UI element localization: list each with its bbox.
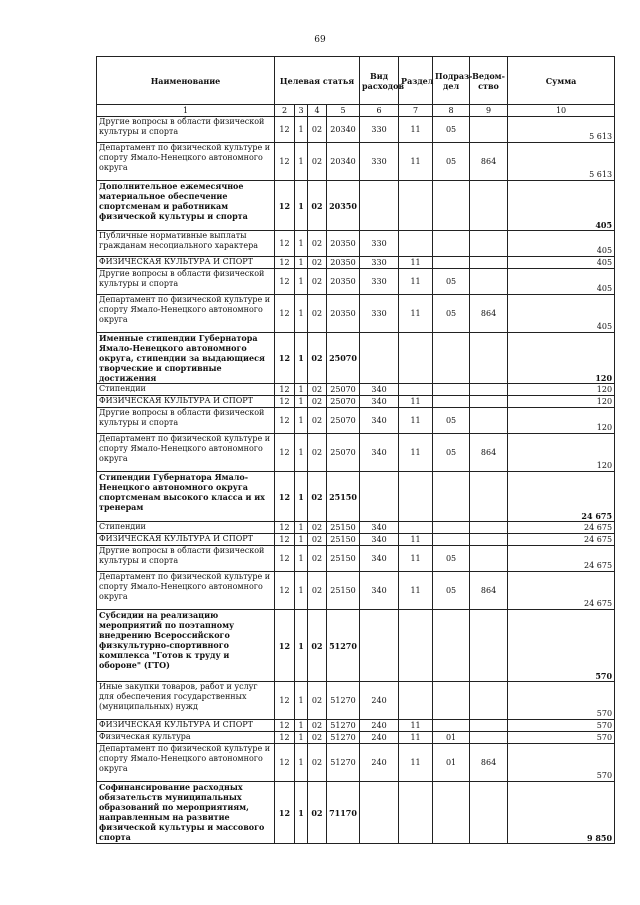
section-code: 11 [399, 117, 433, 143]
department-code [470, 782, 508, 844]
target-code-subprogram: 1 [295, 732, 308, 744]
table-row [97, 732, 615, 744]
column-number: 1 [97, 105, 275, 117]
target-code-main-event: 02 [308, 732, 327, 744]
expense-type [360, 181, 399, 231]
department-code [470, 408, 508, 434]
row-name: Физическая культура [97, 732, 275, 744]
column-number: 2 [275, 105, 295, 117]
department-code [470, 333, 508, 384]
header-department: Ведом-ство [470, 57, 508, 105]
table-row [97, 744, 615, 782]
header-expense-type: Вид расходов [360, 57, 399, 105]
target-code-direction: 25070 [327, 384, 360, 396]
row-name: Дополнительное ежемесячное материальное обеспечение спортсменам и работникам физической культуры и спорта [97, 181, 275, 231]
target-code-program: 12 [275, 522, 295, 534]
target-code-direction: 51270 [327, 744, 360, 782]
department-code [470, 522, 508, 534]
row-name: ФИЗИЧЕСКАЯ КУЛЬТУРА И СПОРТ [97, 534, 275, 546]
target-code-direction: 25150 [327, 572, 360, 610]
target-code-main-event: 02 [308, 572, 327, 610]
section-code: 11 [399, 744, 433, 782]
target-code-subprogram: 1 [295, 269, 308, 295]
target-code-program: 12 [275, 782, 295, 844]
table-row [97, 181, 615, 231]
expense-type [360, 782, 399, 844]
target-code-main-event: 02 [308, 231, 327, 257]
target-code-program: 12 [275, 408, 295, 434]
target-code-subprogram: 1 [295, 408, 308, 434]
subsection-code: 05 [433, 546, 470, 572]
expense-type: 340 [360, 546, 399, 572]
target-code-direction: 20350 [327, 269, 360, 295]
target-code-subprogram: 1 [295, 396, 308, 408]
target-code-direction: 20350 [327, 295, 360, 333]
target-code-subprogram: 1 [295, 546, 308, 572]
section-code [399, 782, 433, 844]
expense-type: 240 [360, 732, 399, 744]
target-code-program: 12 [275, 333, 295, 384]
target-code-main-event: 02 [308, 434, 327, 472]
row-name: Публичные нормативные выплаты гражданам несоциального характера [97, 231, 275, 257]
target-code-main-event: 02 [308, 384, 327, 396]
row-name: Другие вопросы в области физической культуры и спорта [97, 408, 275, 434]
target-code-direction: 25150 [327, 546, 360, 572]
target-code-direction: 51270 [327, 720, 360, 732]
section-code [399, 522, 433, 534]
department-code: 864 [470, 744, 508, 782]
header-target-article: Целевая статья [275, 57, 360, 105]
department-code [470, 472, 508, 522]
department-code [470, 396, 508, 408]
section-code [399, 231, 433, 257]
section-code [399, 472, 433, 522]
subsection-code [433, 231, 470, 257]
target-code-program: 12 [275, 396, 295, 408]
target-code-main-event: 02 [308, 522, 327, 534]
table-row [97, 231, 615, 257]
row-name: ФИЗИЧЕСКАЯ КУЛЬТУРА И СПОРТ [97, 257, 275, 269]
target-code-program: 12 [275, 117, 295, 143]
row-sum: 570 [508, 744, 615, 782]
subsection-code [433, 720, 470, 732]
row-sum: 405 [508, 295, 615, 333]
target-code-program: 12 [275, 231, 295, 257]
department-code [470, 720, 508, 732]
row-sum: 405 [508, 269, 615, 295]
target-code-program: 12 [275, 472, 295, 522]
row-sum: 405 [508, 231, 615, 257]
section-code: 11 [399, 534, 433, 546]
section-code: 11 [399, 408, 433, 434]
row-sum: 120 [508, 408, 615, 434]
department-code [470, 117, 508, 143]
target-code-program: 12 [275, 181, 295, 231]
target-code-direction: 25150 [327, 472, 360, 522]
row-sum: 24 675 [508, 572, 615, 610]
subsection-code: 05 [433, 295, 470, 333]
department-code [470, 682, 508, 720]
target-code-direction: 71170 [327, 782, 360, 844]
target-code-subprogram: 1 [295, 434, 308, 472]
table-header-row [97, 57, 615, 105]
row-name: Другие вопросы в области физической культуры и спорта [97, 269, 275, 295]
row-sum: 5 613 [508, 143, 615, 181]
table-row [97, 295, 615, 333]
target-code-program: 12 [275, 534, 295, 546]
subsection-code: 01 [433, 732, 470, 744]
target-code-subprogram: 1 [295, 231, 308, 257]
target-code-direction: 51270 [327, 682, 360, 720]
target-code-subprogram: 1 [295, 682, 308, 720]
row-sum: 120 [508, 333, 615, 384]
target-code-main-event: 02 [308, 744, 327, 782]
row-name: Стипендии [97, 384, 275, 396]
table-row [97, 782, 615, 844]
row-sum: 24 675 [508, 472, 615, 522]
expense-type: 340 [360, 396, 399, 408]
expense-type: 240 [360, 720, 399, 732]
target-code-main-event: 02 [308, 143, 327, 181]
department-code [470, 534, 508, 546]
row-name: Департамент по физической культуре и спорту Ямало-Ненецкого автономного округа [97, 434, 275, 472]
target-code-main-event: 02 [308, 472, 327, 522]
target-code-main-event: 02 [308, 295, 327, 333]
column-number: 10 [508, 105, 615, 117]
target-code-program: 12 [275, 610, 295, 682]
row-sum: 9 850 [508, 782, 615, 844]
row-name: Стипендии [97, 522, 275, 534]
header-section: Раздел [399, 57, 433, 105]
subsection-code [433, 534, 470, 546]
row-sum: 570 [508, 720, 615, 732]
target-code-subprogram: 1 [295, 534, 308, 546]
table-row [97, 396, 615, 408]
target-code-main-event: 02 [308, 610, 327, 682]
expense-type: 330 [360, 143, 399, 181]
target-code-direction: 25070 [327, 396, 360, 408]
department-code: 864 [470, 434, 508, 472]
subsection-code: 05 [433, 434, 470, 472]
target-code-program: 12 [275, 720, 295, 732]
subsection-code: 01 [433, 744, 470, 782]
page-number: 69 [314, 35, 326, 45]
department-code [470, 546, 508, 572]
expense-type: 340 [360, 522, 399, 534]
expense-type [360, 472, 399, 522]
target-code-subprogram: 1 [295, 257, 308, 269]
target-code-direction: 20340 [327, 117, 360, 143]
department-code [470, 257, 508, 269]
subsection-code: 05 [433, 408, 470, 434]
subsection-code [433, 782, 470, 844]
expense-type: 340 [360, 534, 399, 546]
target-code-program: 12 [275, 732, 295, 744]
target-code-subprogram: 1 [295, 782, 308, 844]
target-code-direction: 25070 [327, 434, 360, 472]
row-sum: 570 [508, 610, 615, 682]
table-row [97, 257, 615, 269]
table-row [97, 682, 615, 720]
expense-type: 340 [360, 434, 399, 472]
row-sum: 24 675 [508, 522, 615, 534]
row-name: Иные закупки товаров, работ и услуг для обеспечения государственных (муниципальных) нужд [97, 682, 275, 720]
department-code: 864 [470, 572, 508, 610]
expense-type: 330 [360, 231, 399, 257]
section-code: 11 [399, 257, 433, 269]
header-name: Наименование [97, 57, 275, 105]
column-number: 9 [470, 105, 508, 117]
expense-type: 240 [360, 744, 399, 782]
target-code-program: 12 [275, 682, 295, 720]
section-code: 11 [399, 720, 433, 732]
section-code: 11 [399, 143, 433, 181]
table-row [97, 143, 615, 181]
subsection-code [433, 472, 470, 522]
budget-table [96, 56, 615, 844]
target-code-subprogram: 1 [295, 143, 308, 181]
target-code-direction: 25070 [327, 408, 360, 434]
subsection-code: 05 [433, 572, 470, 610]
target-code-main-event: 02 [308, 333, 327, 384]
department-code [470, 231, 508, 257]
row-name: ФИЗИЧЕСКАЯ КУЛЬТУРА И СПОРТ [97, 396, 275, 408]
target-code-subprogram: 1 [295, 744, 308, 782]
table-row [97, 572, 615, 610]
table-row [97, 384, 615, 396]
subsection-code [433, 181, 470, 231]
subsection-code [433, 257, 470, 269]
expense-type: 340 [360, 572, 399, 610]
column-number: 6 [360, 105, 399, 117]
row-sum: 120 [508, 396, 615, 408]
table-row [97, 546, 615, 572]
section-code: 11 [399, 269, 433, 295]
section-code: 11 [399, 396, 433, 408]
section-code: 11 [399, 434, 433, 472]
row-sum: 120 [508, 434, 615, 472]
department-code: 864 [470, 295, 508, 333]
expense-type [360, 333, 399, 384]
expense-type: 330 [360, 295, 399, 333]
target-code-direction: 20350 [327, 181, 360, 231]
column-number: 8 [433, 105, 470, 117]
section-code [399, 181, 433, 231]
target-code-subprogram: 1 [295, 117, 308, 143]
row-sum: 405 [508, 257, 615, 269]
target-code-subprogram: 1 [295, 181, 308, 231]
expense-type: 340 [360, 408, 399, 434]
row-name: Департамент по физической культуре и спорту Ямало-Ненецкого автономного округа [97, 143, 275, 181]
target-code-direction: 25150 [327, 534, 360, 546]
department-code [470, 732, 508, 744]
target-code-program: 12 [275, 434, 295, 472]
table-row [97, 522, 615, 534]
row-name: Стипендии Губернатора Ямало-Ненецкого автономного округа спортсменам высокого класса и их тренерам [97, 472, 275, 522]
section-code [399, 610, 433, 682]
table-row [97, 117, 615, 143]
target-code-main-event: 02 [308, 782, 327, 844]
target-code-program: 12 [275, 143, 295, 181]
target-code-subprogram: 1 [295, 472, 308, 522]
target-code-main-event: 02 [308, 720, 327, 732]
section-code [399, 333, 433, 384]
target-code-main-event: 02 [308, 534, 327, 546]
row-sum: 5 613 [508, 117, 615, 143]
expense-type: 240 [360, 682, 399, 720]
table-row [97, 269, 615, 295]
target-code-main-event: 02 [308, 257, 327, 269]
section-code: 11 [399, 295, 433, 333]
target-code-subprogram: 1 [295, 522, 308, 534]
table-row [97, 333, 615, 384]
section-code [399, 682, 433, 720]
target-code-program: 12 [275, 546, 295, 572]
department-code [470, 610, 508, 682]
department-code [470, 269, 508, 295]
column-number-row [97, 105, 615, 117]
target-code-main-event: 02 [308, 546, 327, 572]
expense-type: 330 [360, 269, 399, 295]
row-name: Департамент по физической культуре и спорту Ямало-Ненецкого автономного округа [97, 572, 275, 610]
row-sum: 570 [508, 682, 615, 720]
target-code-main-event: 02 [308, 269, 327, 295]
section-code: 11 [399, 546, 433, 572]
target-code-direction: 25150 [327, 522, 360, 534]
target-code-main-event: 02 [308, 408, 327, 434]
target-code-direction: 20350 [327, 231, 360, 257]
column-number: 5 [327, 105, 360, 117]
subsection-code [433, 333, 470, 384]
subsection-code: 05 [433, 117, 470, 143]
row-sum: 570 [508, 732, 615, 744]
department-code: 864 [470, 143, 508, 181]
header-subsection: Подраз-дел [433, 57, 470, 105]
target-code-program: 12 [275, 257, 295, 269]
target-code-main-event: 02 [308, 117, 327, 143]
subsection-code: 05 [433, 269, 470, 295]
column-number: 4 [308, 105, 327, 117]
target-code-subprogram: 1 [295, 333, 308, 384]
expense-type: 330 [360, 117, 399, 143]
section-code [399, 384, 433, 396]
target-code-subprogram: 1 [295, 384, 308, 396]
row-sum: 24 675 [508, 546, 615, 572]
target-code-subprogram: 1 [295, 572, 308, 610]
row-sum: 24 675 [508, 534, 615, 546]
target-code-subprogram: 1 [295, 610, 308, 682]
target-code-subprogram: 1 [295, 720, 308, 732]
subsection-code [433, 610, 470, 682]
target-code-main-event: 02 [308, 181, 327, 231]
subsection-code [433, 522, 470, 534]
row-sum: 405 [508, 181, 615, 231]
row-name: Именные стипендии Губернатора Ямало-Ненецкого автономного округа, стипендии за выдающиеся творческие и спортивные достижения [97, 333, 275, 384]
table-row [97, 720, 615, 732]
table-row [97, 610, 615, 682]
subsection-code [433, 682, 470, 720]
target-code-program: 12 [275, 572, 295, 610]
row-name: Департамент по физической культуре и спорту Ямало-Ненецкого автономного округа [97, 744, 275, 782]
subsection-code [433, 384, 470, 396]
header-sum: Сумма [508, 57, 615, 105]
column-number: 3 [295, 105, 308, 117]
row-name: Софинансирование расходных обязательств муниципальных образований по мероприятиям, направленным на развитие физической культуры и массового спорта [97, 782, 275, 844]
target-code-subprogram: 1 [295, 295, 308, 333]
row-name: ФИЗИЧЕСКАЯ КУЛЬТУРА И СПОРТ [97, 720, 275, 732]
row-name: Субсидии на реализацию мероприятий по поэтапному внедрению Всероссийского физкультурно-спортивного комплекса "Готов к труду и обороне" (ГТО) [97, 610, 275, 682]
department-code [470, 384, 508, 396]
expense-type: 330 [360, 257, 399, 269]
table-row [97, 534, 615, 546]
table-row [97, 434, 615, 472]
subsection-code [433, 396, 470, 408]
expense-type [360, 610, 399, 682]
target-code-program: 12 [275, 744, 295, 782]
target-code-direction: 25070 [327, 333, 360, 384]
target-code-direction: 51270 [327, 732, 360, 744]
target-code-main-event: 02 [308, 396, 327, 408]
subsection-code: 05 [433, 143, 470, 181]
expense-type: 340 [360, 384, 399, 396]
target-code-direction: 20340 [327, 143, 360, 181]
table-row [97, 408, 615, 434]
row-name: Другие вопросы в области физической культуры и спорта [97, 117, 275, 143]
target-code-direction: 51270 [327, 610, 360, 682]
section-code: 11 [399, 572, 433, 610]
target-code-program: 12 [275, 295, 295, 333]
target-code-program: 12 [275, 384, 295, 396]
row-sum: 120 [508, 384, 615, 396]
column-number: 7 [399, 105, 433, 117]
target-code-main-event: 02 [308, 682, 327, 720]
row-name: Департамент по физической культуре и спорту Ямало-Ненецкого автономного округа [97, 295, 275, 333]
target-code-direction: 20350 [327, 257, 360, 269]
table-row [97, 472, 615, 522]
row-name: Другие вопросы в области физической культуры и спорта [97, 546, 275, 572]
department-code [470, 181, 508, 231]
target-code-program: 12 [275, 269, 295, 295]
section-code: 11 [399, 732, 433, 744]
